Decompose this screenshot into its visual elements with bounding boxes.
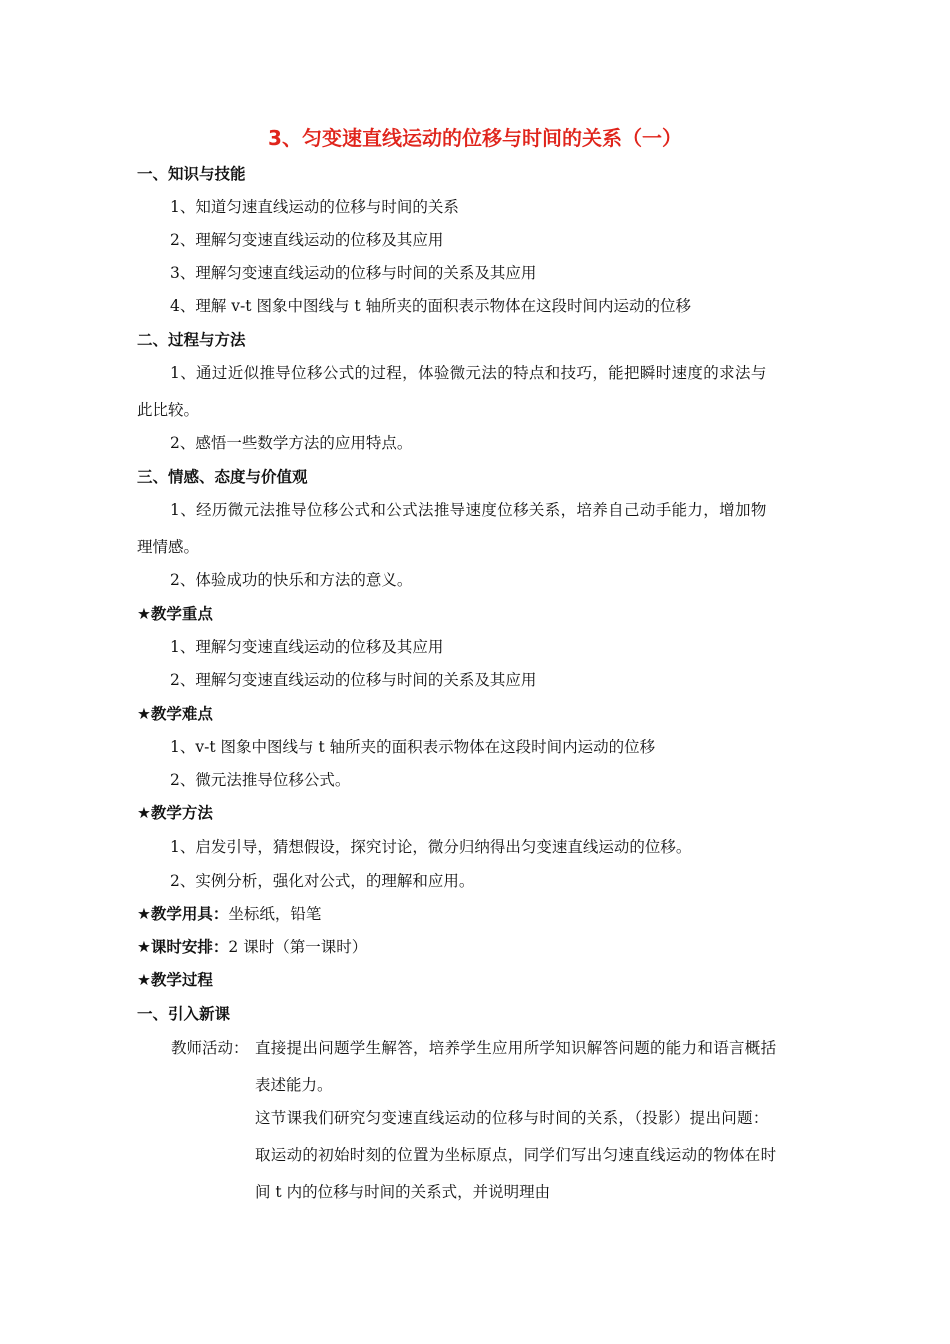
list-item: 2、理解匀变速直线运动的位移及其应用 xyxy=(170,231,444,249)
list-item: 2、微元法推导位移公式。 xyxy=(170,771,351,789)
paragraph-line: 直接提出问题学生解答，培养学生应用所学知识解答问题的能力和语言概括 xyxy=(255,1039,777,1057)
section-heading-difficulties: ★教学难点 xyxy=(137,705,213,723)
section-heading-process-method: 二、过程与方法 xyxy=(137,331,246,349)
list-item: 2、理解匀变速直线运动的位移与时间的关系及其应用 xyxy=(170,671,537,689)
paragraph-line: 1、通过近似推导位移公式的过程，体验微元法的特点和技巧，能把瞬时速度的求法与 xyxy=(170,364,767,382)
list-item: 2、感悟一些数学方法的应用特点。 xyxy=(170,434,413,452)
list-item: 1、v-t 图象中图线与 t 轴所夹的面积表示物体在这段时间内运动的位移 xyxy=(170,738,656,756)
list-item: 1、理解匀变速直线运动的位移及其应用 xyxy=(170,638,444,656)
teacher-activity-label: 教师活动： xyxy=(171,1039,249,1057)
teaching-tools-value: 坐标纸，铅笔 xyxy=(228,905,322,923)
section-heading-methods: ★教学方法 xyxy=(137,804,213,822)
document-title: 3、匀变速直线运动的位移与时间的关系（一） xyxy=(268,126,682,150)
section-heading-key-points: ★教学重点 xyxy=(137,605,213,623)
teaching-tools xyxy=(137,904,321,924)
list-item: 4、理解 v-t 图象中图线与 t 轴所夹的面积表示物体在这段时间内运动的位移 xyxy=(170,297,692,315)
list-item: 2、体验成功的快乐和方法的意义。 xyxy=(170,571,413,589)
section-heading-teaching-process: ★教学过程 xyxy=(137,971,213,989)
section-heading-emotion-values: 三、情感、态度与价值观 xyxy=(137,468,308,486)
section-heading-knowledge: 一、知识与技能 xyxy=(137,165,246,183)
paragraph-line: 取运动的初始时刻的位置为坐标原点，同学们写出匀速直线运动的物体在时 xyxy=(255,1146,777,1164)
class-schedule-value: 2 课时（第一课时） xyxy=(228,938,368,956)
paragraph-line: 1、经历微元法推导位移公式和公式法推导速度位移关系，培养自己动手能力，增加物 xyxy=(170,501,767,519)
paragraph-line: 间 t 内的位移与时间的关系式，并说明理由 xyxy=(255,1183,551,1201)
class-schedule xyxy=(137,937,367,957)
paragraph-line: 表述能力。 xyxy=(255,1076,333,1094)
paragraph-line: 理情感。 xyxy=(137,538,200,556)
sub-heading-intro: 一、引入新课 xyxy=(137,1005,231,1023)
class-schedule-label: ★课时安排： xyxy=(137,938,229,956)
paragraph-line: 此比较。 xyxy=(137,401,200,419)
list-item: 2、实例分析，强化对公式，的理解和应用。 xyxy=(170,872,475,890)
list-item: 1、知道匀速直线运动的位移与时间的关系 xyxy=(170,198,459,216)
paragraph-line: 这节课我们研究匀变速直线运动的位移与时间的关系，（投影）提出问题： xyxy=(255,1109,769,1127)
list-item: 3、理解匀变速直线运动的位移与时间的关系及其应用 xyxy=(170,264,537,282)
teaching-tools-label: ★教学用具： xyxy=(137,905,229,923)
list-item: 1、启发引导，猜想假设，探究讨论，微分归纳得出匀变速直线运动的位移。 xyxy=(170,838,692,856)
